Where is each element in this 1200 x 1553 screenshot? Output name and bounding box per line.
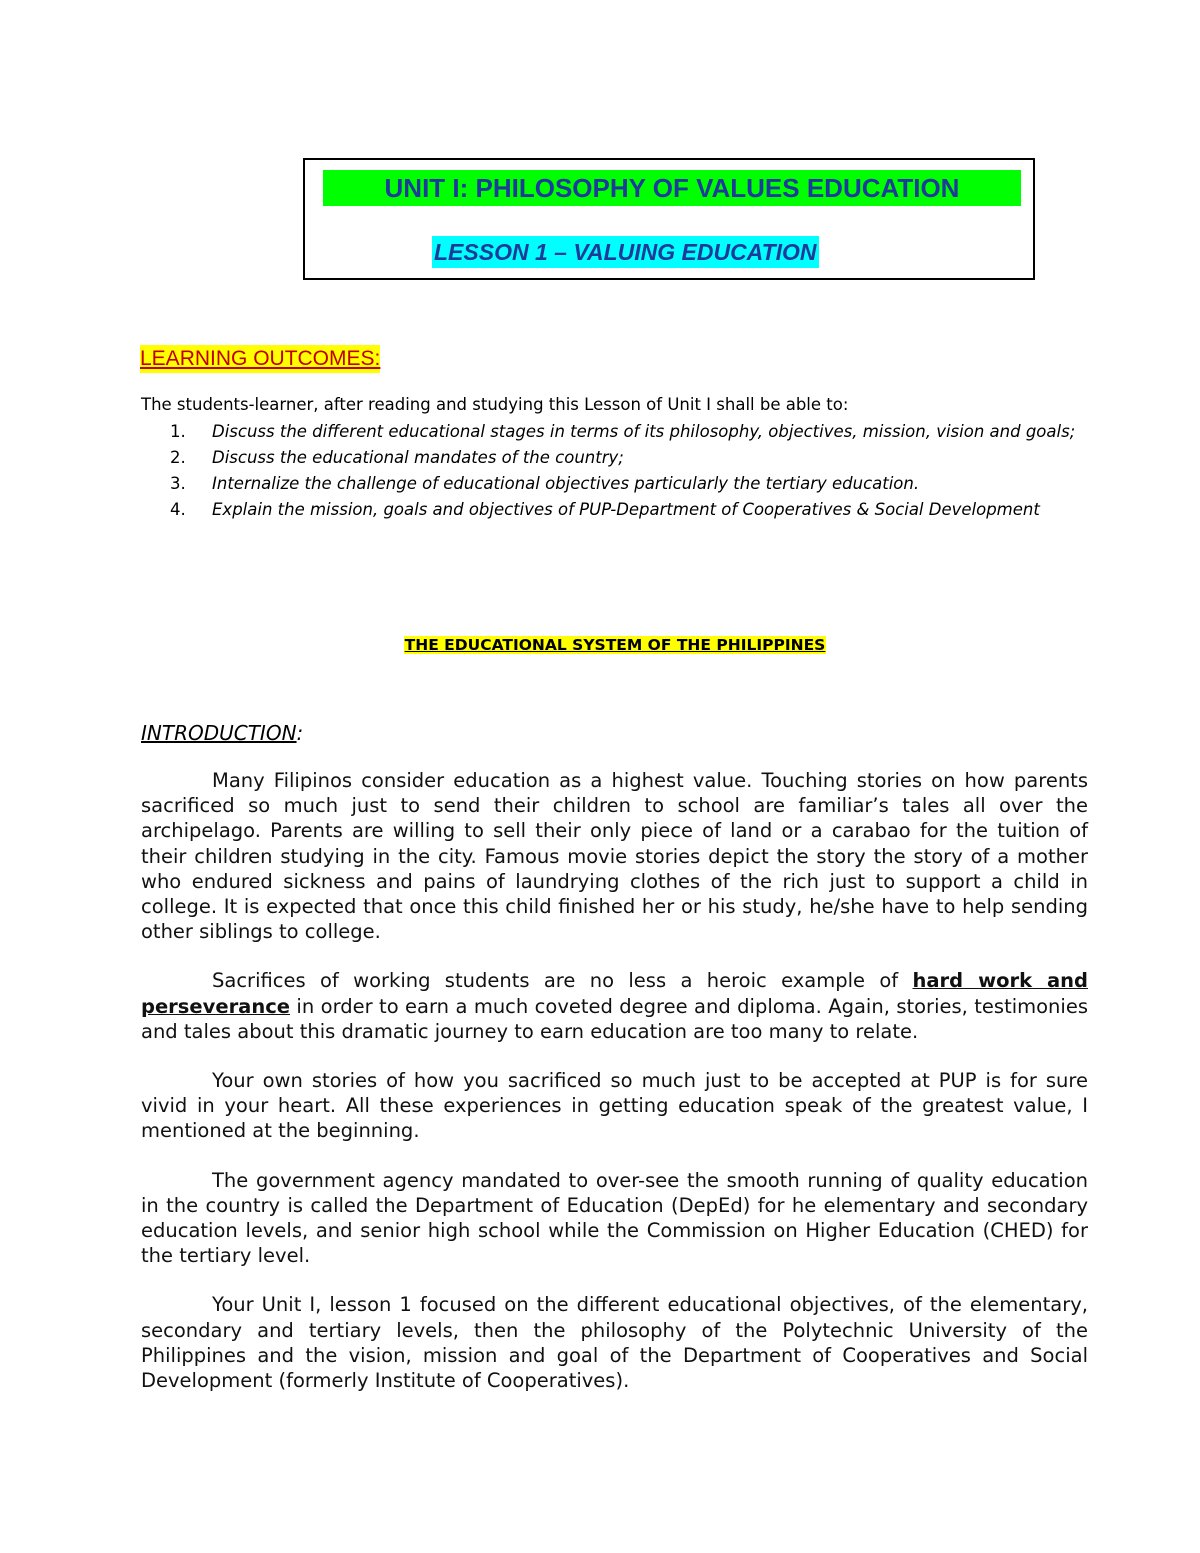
list-item: [170, 445, 1090, 471]
unit-title: UNIT I: PHILOSOPHY OF VALUES EDUCATION: [323, 170, 1021, 206]
title-box: [303, 158, 1035, 280]
list-item: [170, 471, 1090, 497]
learning-outcomes-heading: LEARNING OUTCOMES:: [140, 345, 380, 373]
list-item-text: Internalize the challenge of educational objectives particularly the tertiary education.: [212, 474, 920, 493]
introduction-heading-text: INTRODUCTION: [141, 721, 297, 745]
learning-outcomes-intro: The students-learner, after reading and studying this Lesson of Unit I shall be able to:: [141, 395, 849, 414]
list-item-number: 3.: [170, 474, 186, 493]
paragraph-text: in order to earn a much coveted degree and diploma. Again, stories, testimonies and tales about this dramatic journey to earn education are too many to relate.: [141, 994, 1088, 1043]
list-item-number: 2.: [170, 448, 186, 467]
paragraph-text: Sacrifices of working students are no less a heroic example of: [212, 969, 913, 993]
paragraph: [141, 968, 1088, 1044]
section-heading-wrapper: [0, 634, 1200, 656]
introduction-heading-colon: :: [296, 721, 304, 745]
introduction-body: [141, 768, 1088, 1417]
list-item: [170, 419, 1090, 445]
emphasis-text: hard work and perseverance: [141, 969, 1088, 1018]
introduction-heading: [141, 720, 303, 746]
paragraph: Your Unit I, lesson 1 focused on the different educational objectives, of the elementary, secondary and tertiary levels, then the philosophy of the Polytechnic University of the Philippines and the vision, mission and goal of the Department of Cooperatives and Social Development (formerly Institute of Cooperatives).: [141, 1293, 1088, 1393]
list-item: [170, 497, 1090, 523]
paragraph: Your own stories of how you sacrificed so much just to be accepted at PUP is for sure vivid in your heart. All these experiences in getting education speak of the greatest value, I mentioned at the beginning.: [141, 1069, 1088, 1143]
list-item-text: Discuss the different educational stages in terms of its philosophy, objectives, mission, vision and goals;: [212, 422, 1076, 441]
list-item-text: Discuss the educational mandates of the country;: [212, 448, 624, 467]
paragraph: Many Filipinos consider education as a highest value. Touching stories on how parents sacrificed so much just to send their children to school are familiar’s tales all over the archipelago. Parents are willing to sell their only piece of land or a carabao for the tuition of their children studying in the city. Famous movie stories depict the story the story of a mother who endured sickness and pains of laundrying clothes of the rich just to support a child in college. It is expected that once this child finished her or his study, he/she have to help sending other siblings to college.: [141, 769, 1088, 944]
lesson-title: LESSON 1 – VALUING EDUCATION: [432, 236, 819, 268]
list-item-number: 4.: [170, 500, 186, 519]
section-heading: THE EDUCATIONAL SYSTEM OF THE PHILIPPINES: [404, 636, 826, 654]
learning-outcomes-list: [170, 419, 1090, 523]
list-item-number: 1.: [170, 422, 186, 441]
paragraph: The government agency mandated to over-see the smooth running of quality education in the country is called the Department of Education (DepEd) for he elementary and secondary education levels, and senior high school while the Commission on Higher Education (CHED) for the tertiary level.: [141, 1168, 1088, 1268]
list-item-text: Explain the mission, goals and objectives of PUP-Department of Cooperatives & Social Development: [212, 500, 1040, 519]
